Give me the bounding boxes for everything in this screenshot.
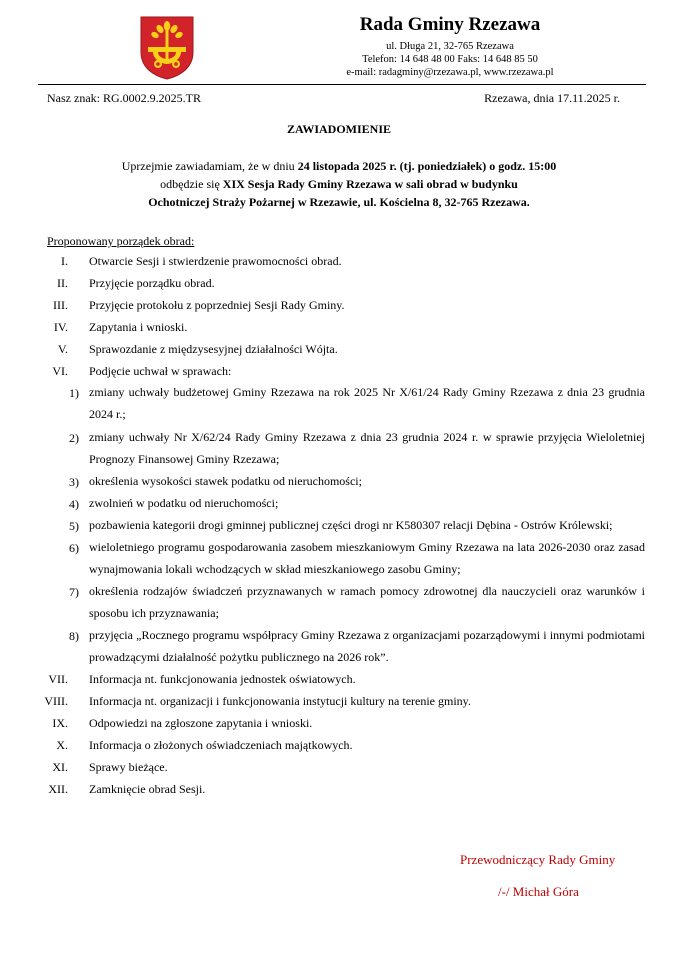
agenda-number: IX. [52,716,68,730]
agenda-item: Informacja nt. funkcjonowania jednostek oświatowych. [89,672,356,686]
agenda-item: Informacja o złożonych oświadczeniach majątkowych. [89,738,353,752]
intro-date: 24 listopada 2025 r. (tj. poniedziałek) o godz. 15:00 [297,159,557,173]
document-date: Rzezawa, dnia 17.11.2025 r. [484,91,620,105]
agenda-number: V. [57,342,68,356]
intro-session: XIX Sesja Rady Gminy Rzezawa w sali obrad w budynku [222,177,518,191]
resolution-item: określenia wysokości stawek podatku od nieruchomości; [89,474,362,488]
signatory-role: Przewodniczący Rady Gminy [460,852,616,867]
agenda-number: VIII. [44,694,68,708]
agenda-item: Przyjęcie protokołu z poprzedniej Sesji Rady Gminy. [89,298,345,312]
resolution-item: określenia rodzajów świadczeń przyznawanych w ramach pomocy zdrowotnej dla nauczycieli oraz warunków i sposobu ich przyznawania; [89,584,645,620]
resolution-item: pozbawienia kategorii drogi gminnej publicznej części drogi nr K580307 relacji Dębina - Ostrów Królewski; [89,518,613,532]
intro-paragraph [60,157,618,211]
resolution-item: zwolnień w podatku od nieruchomości; [89,496,279,510]
agenda-heading: Proponowany porządek obrad: [47,234,195,248]
agenda-item: Otwarcie Sesji i stwierdzenie prawomocności obrad. [89,254,342,268]
resolution-item: zmiany uchwały Nr X/62/24 Rady Gminy Rzezawa z dnia 23 grudnia 2024 r. w sprawie przyjęcia Wieloletniej Prognozy Finansowej Gminy Rzezawa; [89,430,645,466]
agenda-item: Odpowiedzi na zgłoszone zapytania i wnioski. [89,716,313,730]
agenda-item: Sprawozdanie z międzysesyjnej działalności Wójta. [89,342,338,356]
agenda-item: Podjęcie uchwał w sprawach: [89,364,232,378]
resolution-number: 8) [69,629,79,643]
resolution-number: 1) [69,386,79,400]
resolution-item: wieloletniego programu gospodarowania zasobem mieszkaniowym Gminy Rzezawa na lata 2026-2030 oraz zasad wynajmowania lokali wchodzących w skład mieszkaniowego zasobu Gminy; [89,540,645,576]
org-phone: Telefon: 14 648 48 00 Faks: 14 648 85 50 [362,54,538,65]
resolution-number: 5) [69,519,79,533]
resolution-number: 4) [69,497,79,511]
agenda-number: XII. [48,782,68,796]
agenda-number: VII. [48,672,68,686]
agenda-item: Informacja nt. organizacji i funkcjonowania instytucji kultury na terenie gminy. [89,694,471,708]
org-address: ul. Długa 21, 32-765 Rzezawa [386,41,514,52]
agenda-number: I. [61,254,68,268]
document-title: ZAWIADOMIENIE [286,122,391,136]
intro-text: odbędzie się [160,177,223,191]
signatory-name: /-/ Michał Góra [498,884,579,899]
agenda-item: Przyjęcie porządku obrad. [89,276,215,290]
agenda-number: VI. [52,364,68,378]
reference-number: Nasz znak: RG.0002.9.2025.TR [47,91,201,105]
agenda-item: Zapytania i wnioski. [89,320,188,334]
resolution-number: 3) [69,475,79,489]
org-email: e-mail: radagminy@rzezawa.pl, www.rzezawa.pl [346,67,554,78]
crest-icon [138,14,196,80]
agenda-number: XI. [52,760,68,774]
agenda-item: Zamknięcie obrad Sesji. [89,782,206,796]
resolution-item: przyjęcia „Rocznego programu współpracy Gminy Rzezawa z organizacjami pozarządowymi i innymi podmiotami prowadzącymi działalność pożytku publicznego na 2026 rok”. [89,628,645,664]
resolution-number: 6) [69,541,79,555]
agenda-number: IV. [53,320,68,334]
resolution-item: zmiany uchwały budżetowej Gminy Rzezawa na rok 2025 Nr X/61/24 Rady Gminy Rzezawa z dnia 23 grudnia 2024 r.; [89,385,645,421]
resolution-number: 2) [69,431,79,445]
org-name: Rada Gminy Rzezawa [359,14,541,35]
agenda-number: III. [53,298,68,312]
agenda-number: X. [56,738,68,752]
resolution-number: 7) [69,585,79,599]
agenda-item: Sprawy bieżące. [89,760,168,774]
agenda-number: II. [57,276,68,290]
intro-location: Ochotniczej Straży Pożarnej w Rzezawie, ul. Kościelna 8, 32-765 Rzezawa. [148,195,530,209]
header-divider [38,84,646,85]
intro-text: Uprzejmie zawiadamiam, że w dniu [121,159,298,173]
